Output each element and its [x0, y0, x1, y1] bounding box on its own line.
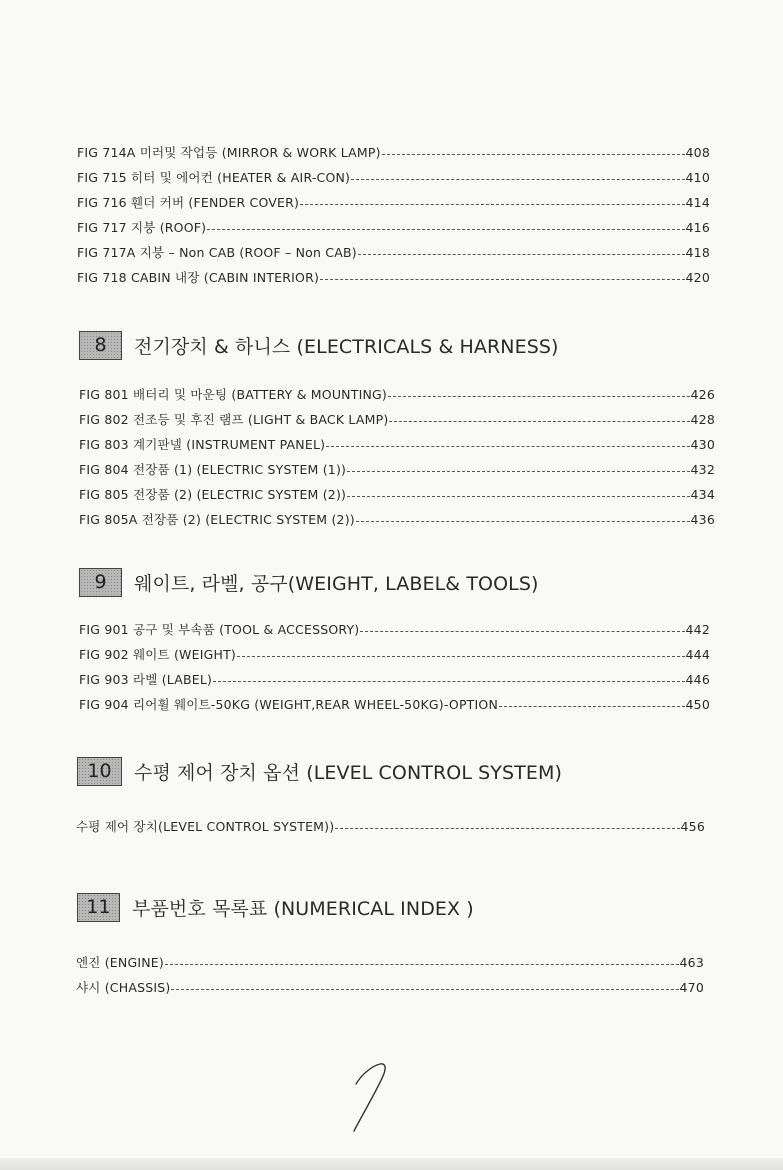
toc-entry-page: 414 — [685, 195, 710, 210]
toc-entry-title: 엔진 (ENGINE) — [76, 955, 164, 970]
section-number-box: 11 — [77, 893, 120, 922]
toc-entry-page: 446 — [685, 672, 710, 687]
dot-leader — [335, 828, 679, 829]
toc-entry — [77, 269, 710, 287]
toc-entry-page: 416 — [685, 220, 710, 235]
dot-leader — [237, 656, 685, 657]
toc-entry-title: FIG 804 전장품 (1) (ELECTRIC SYSTEM (1)) — [79, 462, 347, 477]
section-header — [79, 330, 559, 360]
toc-entry-title: FIG 714A 미러및 작업등 (MIRROR & WORK LAMP) — [77, 145, 381, 160]
toc-entry-title: FIG 801 배터리 및 마운팅 (BATTERY & MOUNTING) — [79, 387, 387, 402]
toc-entry — [79, 436, 715, 454]
dot-leader — [388, 396, 690, 397]
dot-leader — [320, 279, 684, 280]
toc-entry-page: 428 — [690, 412, 715, 427]
dot-leader — [300, 204, 684, 205]
toc-entry-title: FIG 805 전장품 (2) (ELECTRIC SYSTEM (2)) — [79, 487, 347, 502]
toc-entry-page: 426 — [690, 387, 715, 402]
dot-leader — [207, 229, 684, 230]
dot-leader — [165, 964, 679, 965]
toc-entry — [76, 954, 704, 972]
section-title: 웨이트, 라벨, 공구(WEIGHT, LABEL& TOOLS) — [134, 572, 539, 595]
toc-entry-title: FIG 802 전조등 및 후진 램프 (LIGHT & BACK LAMP) — [79, 412, 389, 427]
toc-entry — [77, 219, 710, 237]
toc-entry — [76, 818, 705, 836]
scan-bottom-edge — [0, 1158, 783, 1170]
toc-entry-title: 수평 제어 장치(LEVEL CONTROL SYSTEM)) — [76, 819, 335, 834]
dot-leader — [356, 521, 690, 522]
section-header — [77, 756, 562, 786]
dot-leader — [347, 496, 689, 497]
toc-entry — [79, 461, 715, 479]
toc-entry-page: 408 — [685, 145, 710, 160]
toc-entry — [79, 411, 715, 429]
toc-entry-page: 430 — [690, 437, 715, 452]
toc-entry — [79, 511, 715, 529]
dot-leader — [360, 631, 684, 632]
toc-entry — [77, 169, 710, 187]
dot-leader — [499, 706, 685, 707]
toc-entry-title: FIG 717 지붕 (ROOF) — [77, 220, 207, 235]
toc-entry-page: 463 — [679, 955, 704, 970]
section-title: 수평 제어 장치 옵션 (LEVEL CONTROL SYSTEM) — [134, 761, 562, 784]
toc-entry — [79, 671, 710, 689]
toc-entry — [79, 696, 710, 714]
toc-entry-title: 샤시 (CHASSIS) — [76, 980, 171, 995]
dot-leader — [358, 254, 685, 255]
toc-entry-page: 418 — [685, 245, 710, 260]
toc-entry-title: FIG 716 휀더 커버 (FENDER COVER) — [77, 195, 300, 210]
dot-leader — [347, 471, 689, 472]
toc-entry-page: 456 — [680, 819, 705, 834]
section-number-box: 9 — [79, 568, 122, 597]
section-title: 전기장치 & 하니스 (ELECTRICALS & HARNESS) — [134, 335, 559, 358]
handwritten-mark — [345, 1058, 395, 1138]
toc-entry-title: FIG 904 리어휠 웨이트-50KG (WEIGHT,REAR WHEEL-50KG)-OPTION — [79, 697, 498, 712]
toc-entry-page: 410 — [685, 170, 710, 185]
toc-entry-title: FIG 902 웨이트 (WEIGHT) — [79, 647, 236, 662]
section-title: 부품번호 목록표 (NUMERICAL INDEX ) — [132, 897, 474, 920]
toc-entry — [79, 386, 715, 404]
dot-leader — [171, 989, 678, 990]
toc-entry — [77, 194, 710, 212]
toc-entry-page: 432 — [690, 462, 715, 477]
toc-entry-title: FIG 717A 지붕 – Non CAB (ROOF – Non CAB) — [77, 245, 357, 260]
toc-entry-title: FIG 901 공구 및 부속품 (TOOL & ACCESSORY) — [79, 622, 360, 637]
dot-leader — [326, 446, 689, 447]
toc-entry — [79, 486, 715, 504]
dot-leader — [351, 179, 684, 180]
dot-leader — [389, 421, 689, 422]
section-number-box: 10 — [77, 757, 122, 786]
toc-entry — [76, 979, 704, 997]
section-number-box: 8 — [79, 331, 122, 360]
toc-entry-title: FIG 805A 전장품 (2) (ELECTRIC SYSTEM (2)) — [79, 512, 355, 527]
section-header — [77, 892, 474, 922]
section-header — [79, 567, 539, 597]
toc-entry — [79, 646, 710, 664]
toc-entry-page: 442 — [685, 622, 710, 637]
toc-entry-title: FIG 715 히터 및 에어컨 (HEATER & AIR-CON) — [77, 170, 351, 185]
toc-entry-page: 420 — [685, 270, 710, 285]
toc-entry-page: 436 — [690, 512, 715, 527]
dot-leader — [382, 154, 685, 155]
toc-entry-title: FIG 803 계기판넬 (INSTRUMENT PANEL) — [79, 437, 326, 452]
toc-entry-page: 434 — [690, 487, 715, 502]
toc-entry-page: 470 — [679, 980, 704, 995]
toc-entry — [77, 144, 710, 162]
toc-entry-title: FIG 903 라벨 (LABEL) — [79, 672, 213, 687]
toc-entry — [79, 621, 710, 639]
dot-leader — [213, 681, 684, 682]
toc-entry-page: 444 — [685, 647, 710, 662]
toc-entry-page: 450 — [685, 697, 710, 712]
toc-entry-title: FIG 718 CABIN 내장 (CABIN INTERIOR) — [77, 270, 320, 285]
toc-entry — [77, 244, 710, 262]
